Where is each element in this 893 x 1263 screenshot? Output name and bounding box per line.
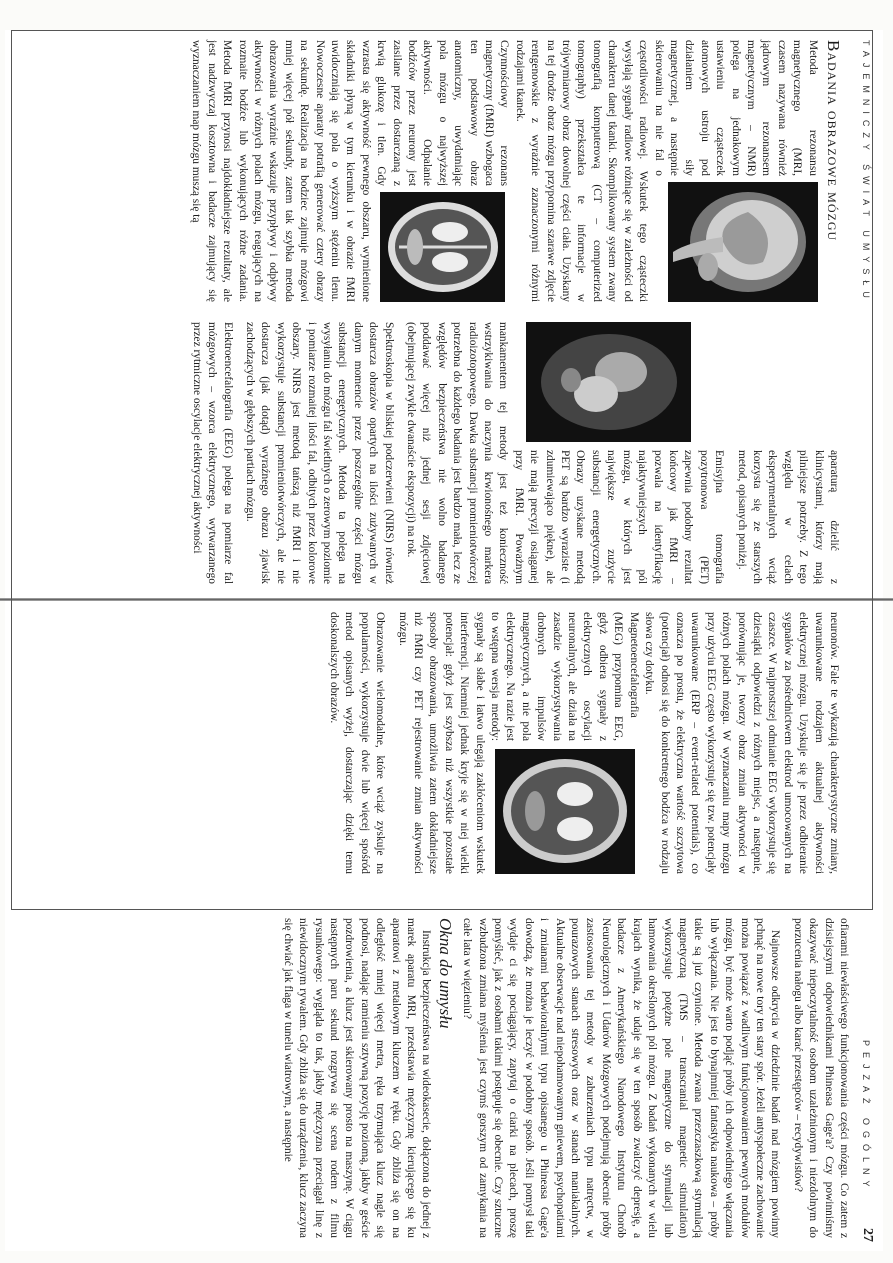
pet-scan-image <box>526 322 691 442</box>
text-column-3 <box>21 612 841 874</box>
meg-scan-image <box>495 749 635 874</box>
mri-sagittal-image <box>668 182 818 302</box>
text-column-1 <box>21 40 841 302</box>
c1-para-2: Czynnościowy rezonans magnetyczny (fMRI) wzbogaca ten podstawowy obraz anatomiczny, uwydatniając pola mózgu o najwyższej aktywności. Odpalanie bodźców przez neurony jest zasilane przez dostarczaną z krwią glukozę i tlen. Gdy wzrasta się aktywność pewnego obszaru, wymienione składniki płyną w tym kierunku i w obrazie fMRI uwidoczniają się pola o wyższym stężeniu tlenu. Nowoczesne aparaty potrafią generować cztery obrazy na sekundę. Realizacja na bodziec zajmuje mózgowi mniej więcej pół sekundy, zatem tak szybka metoda obrazowania wyraźnie wskazuje przypływy i odpływy aktywności w różnych polach mózgu, reagujących na rozmaite bodźce lub wykonujących różne zadania. Metoda fMRI przynosi najdokładniejsze rezultaty, ale jest nadzwyczaj kosztowna i badacze zajmujący się wyznaczaniem map mózgu muszą się tą <box>190 40 511 302</box>
mri-sagittal-graphic <box>668 182 818 302</box>
mri-axial-image <box>380 192 505 302</box>
text-column-2 <box>21 322 841 584</box>
c3-para-3: Obrazowanie wielomodalne, które wciąż zyskuje na popularności, wykorzystuje dwie lub więcej spośród metod opisanych wyżej, dostarczając dzięki temu doskonalszych obrazów. <box>328 612 387 874</box>
section-title-okna: Okna do umysłu <box>435 918 455 1029</box>
mri-axial-graphic <box>380 192 505 302</box>
c3-para-1: neuronów. Fale te wykazują charakterystyczne zmiany, uwarunkowane rodzajem aktualnej aktywności elektrycznej mózgu. Uzyskuje się je przez odbieranie sygnałów za pośrednictwem elektrod umocowanych na czaszce. W najprostszej odmianie EEG wykorzystuje się dziesiątki odpowiedzi z różnych miejsc, a następnie, porównując je, tworzy obraz zmian aktywności w różnych polach mózgu. W wyznaczaniu mapy mózgu przy użyciu EEG często wykorzystuje się tzw. potencjały uwarunkowane (ERP – event-related potentials), co oznacza po prostu, że elektryczna wartość szczytowa (potencjał) odnosi się do konkretnego bodźca w rodzaju słowa czy dotyku. <box>643 612 840 874</box>
c1-para-1: Metoda rezonansu magnetycznego (MRI, czasem nazywana również jądrowym rezonansem magnetycznym – NMR) polega na jednakowym ustawieniu cząsteczek atomowych ustroju pod działaniem siły magnetycznej, a następnie skierowaniu na nie fal o częstotliwości radiowej. Wskutek tego cząsteczki wysyłają sygnały radiowe różniące się w zależności od charakteru danej tkanki. Skomplikowany system zwany tomografią komputerową (CT – computerized tomography) przekształca te informacje w trójwymiarowy obraz dowolnej części ciała. Uzyskany na tej drodze obraz mózgu przypomina szarawe zdjęcie rentgenowskie z wyraźnie zaznaczonymi różnymi rodzajami tkanek. <box>513 40 819 302</box>
c4-para-3: Instrukcja bezpieczeństwa na wideokasecie, dołączona do jednej z marek aparatu MRI, przedstawia mężczyznę kierującego się ku aparatowi z metalowym kluczem w ręku. Gdy zbliża się on na odległość mniej więcej metra, ręka trzymająca klucz nagle się podnosi, nadając ramieniu sztywną pozycję poziomą, jakby w geście pozdrowienia, a klucz jest skierowany prosto na maszynę. W ciągu następnych paru sekund rozgrywa się scena rodem z filmu rysunkowego: wygląda to tak, jakby mężczyzna przeciągał linę z niewidocznym rywalem. Gdy zbliża się do urządzenia, klucz zaczyna się chwiać jak flaga w tunelu wiatrowym, a następnie <box>281 918 433 1238</box>
meg-scan-graphic <box>495 749 635 874</box>
text-column-4 <box>11 918 851 1238</box>
article-title: Badania obrazowe mózgu <box>824 40 843 242</box>
c3-para-2: Magnetoencefalografia (MEG) przypomina EEG, gdyż odbiera sygnały z elektrycznych oscylacji neuronalnych, ale działa na zasadzie wykorzystywania drobnych impulsów magnetycznych, a nie pola elektrycznego. Na razie jest to wstępna wersja metody: sygnały są słabe i łatwo ulegają zakłóceniom wskutek interferencji. Niemniej jednak kryje się w niej wielki potencjał: gdyż jest szybsza niż wszystkie pozostałe sposoby obrazowania, umożliwia zatem dokładniejsze niż fMRI czy PET rejestrowanie zmian aktywności mózgu. <box>396 612 640 874</box>
c4-para-1: ofiarami niewłaściwego funkcjonowania części mózgu. Co zatem z dzisiejszymi odpowiednikami Phineasa Gage'a? Czy powinniśmy okazywać niepoczytalność osobom uzależnionym i niezdolnym do porzucenia nałogu albo karać przestępców – recydywistów? <box>791 918 850 1238</box>
c2-para-4: Elektroencefalografia (EEG) polega na pomiarze fal mózgowych – wzorca elektrycznego, wytwarzanego przez rytmiczne oscylacje elektrycznej aktywności <box>190 322 234 584</box>
running-head-left: TAJEMNICZY ŚWIAT UMYSŁU <box>861 40 871 304</box>
c2-para-3: Spektroskopia w bliskiej podczerwieni (NIRS) również dostarcza obrazów opartych na ilości zużywanych w danym momencie przez poszczególne części mózgu substancji energetycznych. Metoda ta polega na wysyłaniu do mózgu fal świetlnych o zerowym poziomie i pomiarze rozmaitej ilości fal, odbitych przez kolorowe obszary. NIRS jest metodą tańszą niż fMRI i nie wykorzystuje substancji promieniotwórczych, ale nie dostarcza (jak dotąd) wyraźnego obrazu zjawisk zachodzących w głębszych partiach mózgu. <box>243 322 395 584</box>
c2-para-1: aparaturą dzielić z klinicystami, którzy mają pilniejsze potrzeby. Z tego względu w celach eksperymentalnych wciąż korzysta się ze starszych metod, opisanych poniżej. <box>735 450 840 584</box>
pet-scan-graphic <box>526 322 691 442</box>
running-head-right: PEJZAŻ OGÓLNY <box>861 1040 871 1193</box>
page-number: 27 <box>860 1228 875 1242</box>
c4-para-2: Najnowsze odkrycia w dziedzinie badań nad mózgiem powinny pchnąć na nowe tory ten stary spór. Jeżeli antyspołeczne zachowanie można powiązać z wadliwym funkcjonowaniem pewnych modułów mózgu, być może warto podjąć próby ich odpowiedniego włączania lub wyłączania. Nie jest to bynajmniej fantastyka naukowa – próby takie są już czynione. Metoda zwana przezczaszkową stymulacją magnetyczną (TMS – transcranial magnetic stimulation) wykorzystuje potężne pole magnetyczne do stymulacji lub hamowania określonych pól mózgu. Z badań wykonanych w wielu krajach wynika, że udaje się w ten sposób zwalczyć depresję, a badacze z Amerykańskiego Narodowego Instytutu Chorób Neurologicznych i Udarów Mózgowych podejmują obecnie próby zastosowania tej metody w zaburzeniach typu natręctw, w pourazowych stanach stresowych oraz w stanach maniakalnych. Aktualne obserwacje nad niepohamowanym gniewem, psychopatiami i zmianami behawioralnymi typu opisanego u Phineasa Gage'a dowodzą, że można je leczyć w podobny sposób. Jeśli pomysł taki wydaje ci się pociągający, zapytaj o ciarki na plecach, proszę pomyśleć, jak z osobami takimi postępuje się obecnie. Czy sztuczne wzbudzona zmiana myślenia jest czymś gorszym od zamykania na całe lata w więzieniu? <box>461 918 782 1238</box>
c2-para-2: Emisyjna tomografia pozytronowa (PET) zapewnia podobny rezultat końcowy jak fMRI – pozwala na identyfikację najaktywniejszych pól mózgu, w których jest największe zużycie substancji energetycznych. Obrazy uzyskane metodą PET są bardzo wyraziste (i zdumiewająco piękne), ale nie mają precyzji osiąganej przy fMRI. Poważnym mankamentem tej metody jest też konieczność wstrzykiwania do naczynia krwionośnego markera radioizotopowego. Dawka substancji promieniotwórczej potrzebna do każdego badania jest bardzo mała, lecz ze względów bezpieczeństwa nie wolno badanego poddawać więcej niż jednej sesji zdjęciowej (obejmującej zwykle dwanaście ekspozycji) na rok. <box>405 322 726 584</box>
